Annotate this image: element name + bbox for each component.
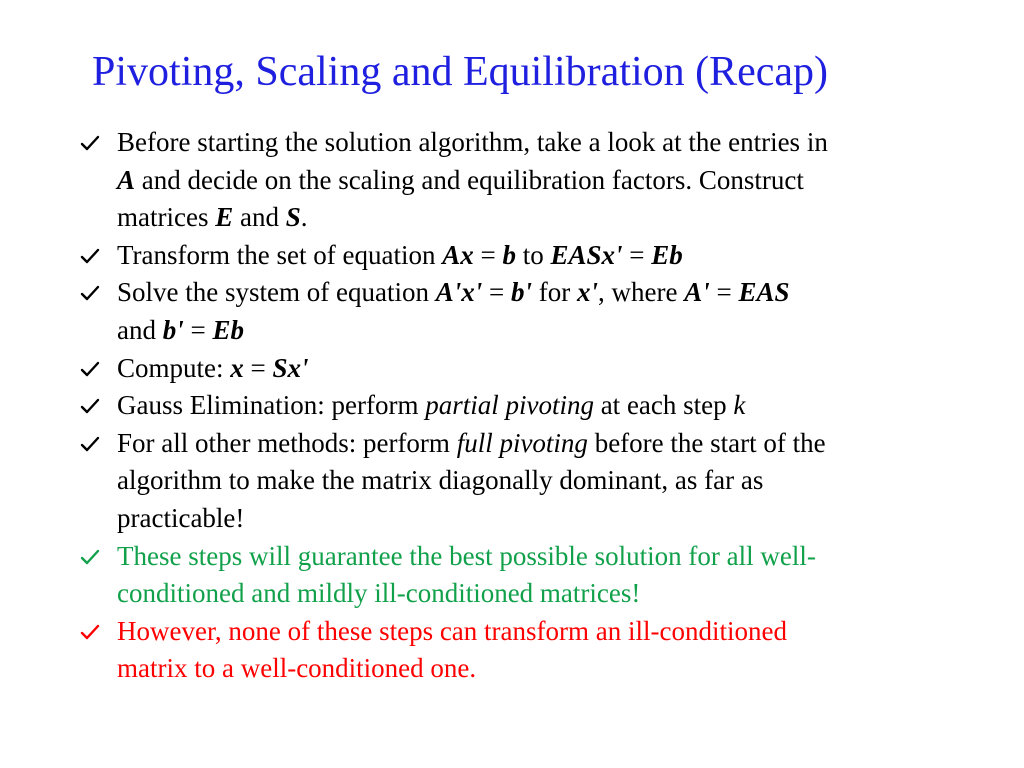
bullet-item-2 [78,237,978,275]
checkmark-icon [78,124,102,161]
bullet-8-text-2: matrix to a well-conditioned one. [117,653,477,684]
checkmark-icon [78,613,102,650]
bullet-3-matrix-lhs: A' [684,277,710,308]
bullet-3-vector-rhs: Eb [212,314,244,345]
bullet-6-text-2: before the start of the [587,427,826,458]
bullet-1-matrix-s: S [285,202,301,233]
checkmark-icon [78,274,102,311]
bullet-3-matrix-rhs: EAS [738,277,790,308]
bullet-2-equation-2-lhs: EASx' [550,239,623,270]
bullet-item-4 [78,350,978,388]
bullet-3-vector-lhs: b' [162,314,184,345]
bullet-1-matrix-e: E [215,202,234,233]
bullet-3-equals: = [482,277,511,308]
bullet-1-matrix-a: A [117,164,136,195]
bullet-1-text-2: and decide on the scaling and equilibration factors. Construct [135,164,804,195]
bullet-2-text-2: to [515,239,551,270]
checkmark-icon [78,387,102,424]
bullet-4-text: Compute: [117,352,231,383]
bullet-4-equation-lhs: x [230,352,244,383]
bullet-2-equation-2-rhs: Eb [651,239,683,270]
bullet-3-text: Solve the system of equation [117,277,436,308]
bullet-3-equals-3: = [183,314,213,345]
bullet-list [78,124,978,688]
slide-title: Pivoting, Scaling and Equilibration (Recap) [92,49,829,95]
bullet-2-equation-lhs: Ax [442,239,474,270]
checkmark-icon [78,425,102,462]
bullet-6-text: For all other methods: perform [117,427,457,458]
bullet-6-text-3: algorithm to make the matrix diagonally dominant, as far as [117,465,764,496]
bullet-7-text: These steps will guarantee the best possible solution for all well- [117,540,816,571]
bullet-3-equation-lhs: A'x' [435,277,483,308]
bullet-item-8 [78,613,978,688]
bullet-1-text-3: matrices [117,202,216,233]
bullet-4-equation-rhs: Sx' [272,352,309,383]
bullet-item-1 [78,124,978,237]
bullet-item-7 [78,538,978,613]
bullet-item-5 [78,387,978,425]
bullet-6-text-4: practicable! [117,502,245,533]
bullet-2-equals: = [473,239,503,270]
bullet-5-text: Gauss Elimination: perform [117,390,426,421]
bullet-2-text: Transform the set of equation [117,239,443,270]
checkmark-icon [78,350,102,387]
bullet-1-text: Before starting the solution algorithm, take a look at the entries in [117,127,828,157]
checkmark-icon [78,237,102,274]
bullet-3-text-2: for [531,277,577,308]
bullet-2-equals-2: = [622,239,652,270]
checkmark-icon [78,538,102,575]
bullet-3-equation-rhs: b' [510,277,532,308]
bullet-3-unknown: x' [576,277,598,308]
bullet-4-equals: = [243,352,273,383]
bullet-7-text-2: conditioned and mildly ill-conditioned matrices! [117,578,641,609]
bullet-item-6 [78,425,978,538]
bullet-2-equation-rhs: b [502,239,516,270]
bullet-item-3 [78,274,978,349]
bullet-3-text-4: and [117,314,163,345]
bullet-8-text: However, none of these steps can transform an ill-conditioned [117,615,787,646]
bullet-5-italic-k: k [733,390,746,421]
bullet-6-italic-term: full pivoting [456,427,588,458]
bullet-5-italic-term: partial pivoting [425,390,594,421]
bullet-1-text-5: . [300,202,308,233]
bullet-1-text-4: and [233,202,286,233]
bullet-3-text-3: , where [597,277,685,308]
bullet-5-text-2: at each step [593,390,734,421]
bullet-3-equals-2: = [709,277,739,308]
